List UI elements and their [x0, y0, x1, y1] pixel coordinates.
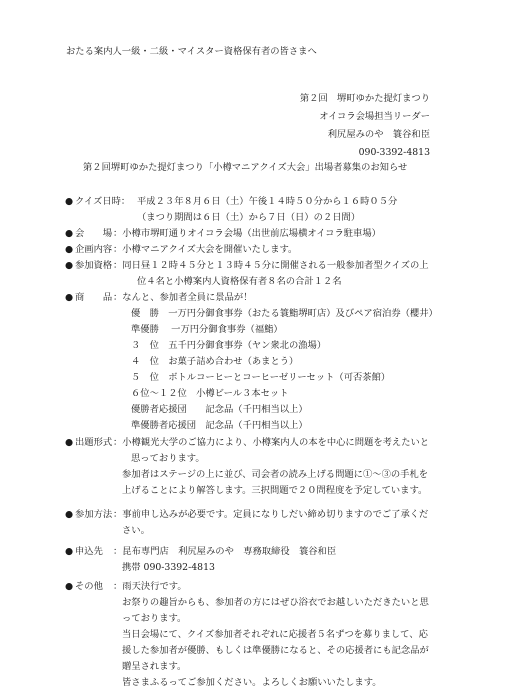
- apply-phone: 携帯 090-3392-4813: [122, 562, 215, 573]
- prize-item: ６位～１２位 小樽ビール３本セット: [131, 388, 289, 399]
- prize-item: ３ 位 五千円分御食事券（ヤン衆北の漁場）: [131, 340, 327, 351]
- prize-item: 準優勝者応援団 記念品（千円相当以上）: [131, 420, 308, 431]
- prize-item: 優勝者応援団 記念品（千円相当以上）: [131, 404, 308, 415]
- prize-item: 準優勝 一万円分御食事券（福鮨）: [131, 324, 283, 335]
- other-line-4: 当日会場にて、クイズ参加者それぞれに応援者５名ずつを募りまして、応: [122, 629, 428, 640]
- format-line-1: ：小樽観光大学のご協力により、小樽案内人の本を中心に問題を考えたいと: [113, 437, 430, 448]
- plan-text: ：小樽マニアクイズ大会を開催いたします。: [113, 244, 298, 255]
- notice-title: 第２回堺町ゆかた提灯まつり「小樽マニアクイズ大会」出場者募集のお知らせ: [83, 162, 408, 173]
- bullet-icon: ●: [64, 196, 74, 207]
- prizes-intro: ：なんと、参加者全員に景品が！: [113, 292, 253, 303]
- apply-label: 申込先: [75, 546, 103, 557]
- prize-item: ５ 位 ボトルコーヒーとコーヒーゼリーセット（可否茶館）: [131, 372, 391, 383]
- other-line-3: っております。: [122, 613, 187, 624]
- other-label: その他: [75, 581, 103, 592]
- method-line-2: さい。: [122, 525, 150, 536]
- bullet-icon: ●: [64, 292, 74, 303]
- recipient-line: おたる案内人一級・二級・マイスター資格保有者の皆さまへ: [66, 46, 317, 57]
- plan-label: 企画内容: [75, 244, 113, 255]
- bullet-icon: ●: [64, 581, 74, 592]
- datetime-label: クイズ日時：: [75, 196, 131, 207]
- bullet-icon: ●: [64, 509, 74, 520]
- method-line-1: ：事前申し込みが必要です。定員になりしだい締め切りますのでご了承くだ: [113, 509, 429, 520]
- format-line-3: 参加者はステージの上に並び、司会者の読み上げる問題に①～③の手札を: [122, 469, 429, 480]
- format-label: 出題形式: [75, 437, 113, 448]
- sender-event: 第２回 堺町ゆかた提灯まつり: [299, 93, 430, 104]
- sender-role: オイコラ会場担当リーダー: [319, 111, 430, 122]
- bullet-icon: ●: [64, 437, 74, 448]
- bullet-icon: ●: [64, 546, 74, 557]
- venue-label: 会 場: [75, 228, 113, 239]
- apply-line-1: ：昆布専門店 利尻屋みのや 専務取締役 簑谷和臣: [113, 546, 337, 557]
- other-line-2: お祭りの趣旨からも、参加者の方にはぜひ浴衣でお越しいただきたいと思: [122, 597, 429, 608]
- bullet-icon: ●: [64, 260, 74, 271]
- format-line-4: 上げることにより解答します。三択問題で２０問程度を予定しています。: [122, 485, 428, 496]
- datetime-line-2: （まつり期間は６日（土）から７日（日）の２日間）: [137, 212, 361, 223]
- other-line-6: 贈呈されます。: [122, 661, 187, 672]
- format-line-2: 思っております。: [131, 453, 205, 464]
- prize-item: 優 勝 一万円分御食事券（おたる簑鮨堺町店）及びペア宿泊券（櫻井）: [131, 308, 438, 319]
- bullet-icon: ●: [64, 228, 74, 239]
- prize-item: ４ 位 お菓子詰め合わせ（あまとう）: [131, 356, 299, 367]
- other-line-7: 皆さまふるってご参加ください。よろしくお願いいたします。: [122, 677, 382, 688]
- venue-text: ：小樽市堺町通りオイコラ会場（出世前広場横オイコラ駐車場）: [113, 228, 381, 239]
- other-line-5: 援した参加者が優勝、もしくは準優勝になると、その応援者にも記念品が: [122, 645, 429, 656]
- other-line-1: ：雨天決行です。: [113, 581, 187, 592]
- sender-name: 利尻屋みのや 簑谷和臣: [327, 129, 430, 140]
- method-label: 参加方法: [75, 509, 113, 520]
- sender-phone: 090-3392-4813: [358, 147, 430, 158]
- eligibility-label: 参加資格: [75, 260, 113, 271]
- bullet-icon: ●: [64, 244, 74, 255]
- eligibility-line-1: ：同日昼１２時４５分と１３時４５分に開催される一般参加者型クイズの上: [113, 260, 429, 271]
- eligibility-line-2: 位４名と小樽案内人資格保有者８名の合計１２名: [137, 276, 342, 287]
- prizes-label: 商 品: [75, 292, 113, 303]
- datetime-line-1: 平成２３年８月６日（土）午後１４時５０分から１６時０５分: [137, 196, 398, 207]
